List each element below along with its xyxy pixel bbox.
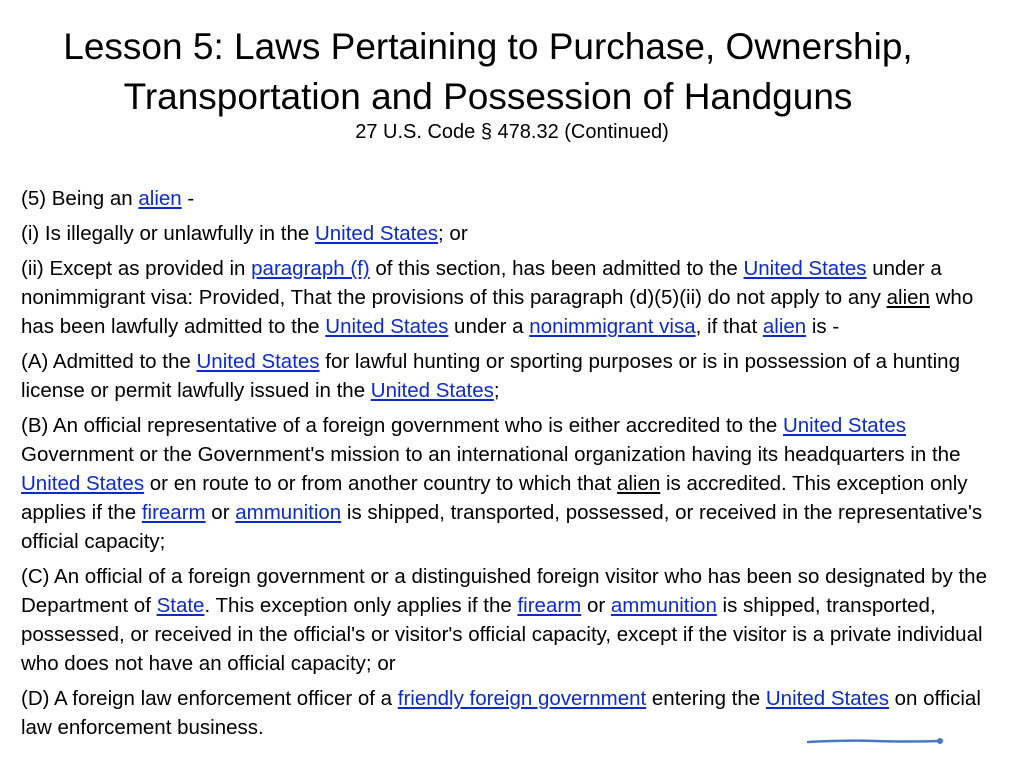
text-run: (i) Is illegally or unlawfully in the (21, 222, 315, 245)
text-run: under a (448, 315, 530, 338)
text-run: of this section, has been admitted to the (369, 257, 744, 280)
text-run: entering the (646, 687, 766, 710)
statute-body (21, 184, 1011, 748)
text-run: . This exception only applies if the (204, 594, 518, 617)
link-united-states[interactable]: United States (370, 379, 494, 402)
text-run: on official law enforcement business. (21, 687, 981, 739)
link-alien[interactable]: alien (762, 315, 807, 338)
underlined-term-alien: alien (886, 286, 930, 309)
link-friendly-foreign-government[interactable]: friendly foreign government (397, 687, 647, 710)
link-ammunition[interactable]: ammunition (235, 501, 342, 524)
text-run: ; or (438, 222, 468, 245)
text-run: is shipped, transported, possessed, or received in the official's or visitor's official capacity, except if the visitor is a private individual who does not have an official capacity; or (21, 594, 983, 675)
link-firearm[interactable]: firearm (141, 501, 206, 524)
paragraph-5 (21, 184, 1011, 213)
link-united-states[interactable]: United States (743, 257, 867, 280)
slide-subtitle: 27 U.S. Code § 478.32 (Continued) (355, 121, 669, 143)
text-run: or en route to or from another country to which that (144, 472, 617, 495)
link-ammunition[interactable]: ammunition (610, 594, 717, 617)
underlined-term-alien: alien (616, 472, 661, 495)
paragraph-ii (21, 254, 1011, 341)
slide-title-line-2: Transportation and Possession of Handguns (123, 76, 853, 117)
text-run: (D) A foreign law enforcement officer of a (21, 687, 398, 710)
link-united-states[interactable]: United States (21, 472, 145, 495)
pen-annotation-stroke (806, 736, 946, 746)
text-run: under a nonimmigrant visa: Provided, That the provisions of this paragraph (d)(5)(ii) do not apply to any (21, 257, 942, 309)
text-run: who has been lawfully admitted to the (21, 286, 974, 338)
text-run: is shipped, transported, possessed, or received in the representative's official capacity; (21, 501, 983, 553)
text-run: Government or the Government's mission to an international organization having its headquarters in the (21, 443, 961, 466)
link-united-states[interactable]: United States (765, 687, 889, 710)
link-paragraph-f[interactable]: paragraph (f) (251, 257, 370, 280)
paragraph-c (21, 562, 1011, 678)
paragraph-d (21, 684, 1011, 742)
link-nonimmigrant-visa[interactable]: nonimmigrant visa (529, 315, 696, 338)
text-run: , if that (695, 315, 763, 338)
link-united-states[interactable]: United States (314, 222, 439, 245)
text-run: (B) An official representative of a foreign government who is either accredited to the (21, 414, 783, 437)
paragraph-b (21, 411, 1011, 556)
text-run: - (181, 187, 195, 210)
text-run: ; (493, 379, 500, 402)
link-united-states[interactable]: United States (196, 350, 320, 373)
text-run: (A) Admitted to the (21, 350, 197, 373)
text-run: is - (806, 315, 840, 338)
link-united-states[interactable]: United States (782, 414, 907, 437)
text-run: (C) An official of a foreign government or a distinguished foreign visitor who has been so designated by the Department of (21, 565, 987, 617)
text-run: or (581, 594, 611, 617)
paragraph-a (21, 347, 1011, 405)
link-united-states[interactable]: United States (325, 315, 449, 338)
slide-title (0, 22, 976, 122)
link-state[interactable]: State (156, 594, 205, 617)
text-run: is accredited. This exception only applies if the (21, 472, 968, 524)
text-run: or (205, 501, 236, 524)
text-run: (5) Being an (21, 187, 139, 210)
slide-title-line-1: Lesson 5: Laws Pertaining to Purchase, Ownership, (63, 26, 913, 67)
text-run: (ii) Except as provided in (21, 257, 252, 280)
link-firearm[interactable]: firearm (517, 594, 582, 617)
text-run: for lawful hunting or sporting purposes or is in possession of a hunting license or permit lawfully issued in the (21, 350, 960, 402)
paragraph-i (21, 219, 1011, 248)
link-alien[interactable]: alien (138, 187, 182, 210)
